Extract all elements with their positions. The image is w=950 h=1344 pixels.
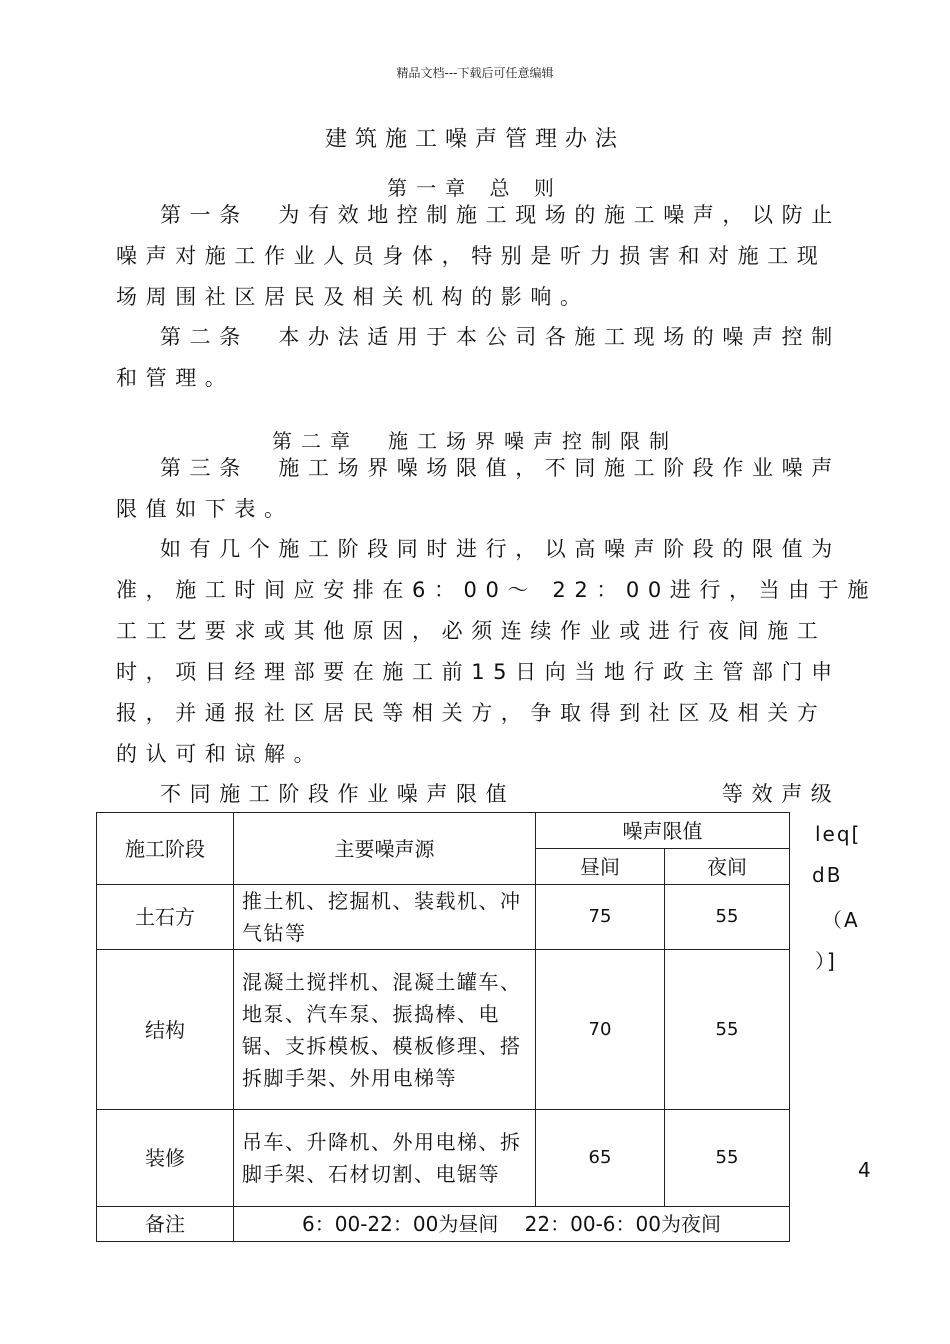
paragraph-line-2: 准，施工时间应安排在6：00～ 22：00进行，当由于施 (116, 578, 877, 602)
source-cell: 推土机、挖掘机、装载机、冲气钻等 (234, 885, 536, 950)
table-row (97, 1110, 790, 1207)
day-limit-cell: 75 (536, 885, 665, 950)
table-row (97, 885, 790, 950)
note-label: 备注 (97, 1207, 234, 1242)
chapter-2-heading: 第二章 施工场界噪声控制限制 (272, 429, 678, 453)
night-limit-cell: 55 (665, 1110, 790, 1207)
table-note-row (97, 1207, 790, 1242)
paragraph-line-6: 的认可和谅解。 (116, 742, 324, 766)
chapter-1-heading: 第一章 总 则 (387, 176, 563, 200)
unit-note-line-2: dB (812, 863, 843, 887)
unit-note-line-1: leq[ (815, 822, 862, 846)
page-header: 精品文档---下载后可任意编辑 (396, 66, 554, 80)
header-source: 主要噪声源 (234, 813, 536, 885)
article-1-line-1: 第一条 为有效地控制施工现场的施工噪声，以防止 (160, 203, 841, 227)
article-1-line-3: 场周围社区居民及相关机构的影响。 (116, 285, 590, 309)
article-1-line-2: 噪声对施工作业人员身体，特别是听力损害和对施工现 (116, 244, 827, 268)
header-night: 夜间 (665, 849, 790, 885)
table-row (97, 950, 790, 1110)
day-limit-cell: 65 (536, 1110, 665, 1207)
article-2-line-1: 第二条 本办法适用于本公司各施工现场的噪声控制 (160, 325, 841, 349)
stage-cell: 土石方 (97, 885, 234, 950)
source-cell: 混凝土搅拌机、混凝土罐车、地泵、汽车泵、振捣棒、电锯、支拆模板、模板修理、搭拆脚手架、外用电梯等 (234, 950, 536, 1110)
paragraph-line-4: 时，项目经理部要在施工前15日向当地行政主管部门申 (116, 660, 841, 684)
noise-limit-table (96, 812, 790, 1242)
article-2-line-2: 和管理。 (116, 366, 235, 390)
paragraph-line-5: 报，并通报社区居民等相关方，争取得到社区及相关方 (116, 701, 827, 725)
night-limit-cell: 55 (665, 885, 790, 950)
table-caption: 不同施工阶段作业噪声限值 (160, 782, 516, 806)
stage-cell: 装修 (97, 1110, 234, 1207)
article-3-line-2: 限值如下表。 (116, 497, 294, 521)
page-number: 4 (858, 1158, 871, 1182)
note-text: 6：00-22：00为昼间 22：00-6：00为夜间 (234, 1207, 790, 1242)
paragraph-line-1: 如有几个施工阶段同时进行，以高噪声阶段的限值为 (160, 537, 841, 561)
night-limit-cell: 55 (665, 950, 790, 1110)
table-caption-right: 等效声级 (722, 782, 841, 806)
article-3-line-1: 第三条 施工场界噪场限值，不同施工阶段作业噪声 (160, 456, 841, 480)
header-day: 昼间 (536, 849, 665, 885)
paragraph-line-3: 工工艺要求或其他原因，必须连续作业或进行夜间施工 (116, 619, 827, 643)
stage-cell: 结构 (97, 950, 234, 1110)
source-cell: 吊车、升降机、外用电梯、拆脚手架、石材切割、电锯等 (234, 1110, 536, 1207)
header-stage: 施工阶段 (97, 813, 234, 885)
day-limit-cell: 70 (536, 950, 665, 1110)
unit-note-line-3: （A (822, 908, 860, 932)
header-limit: 噪声限值 (536, 813, 790, 849)
document-title: 建筑施工噪声管理办法 (324, 127, 625, 152)
unit-note-line-4: ）] (815, 949, 837, 973)
